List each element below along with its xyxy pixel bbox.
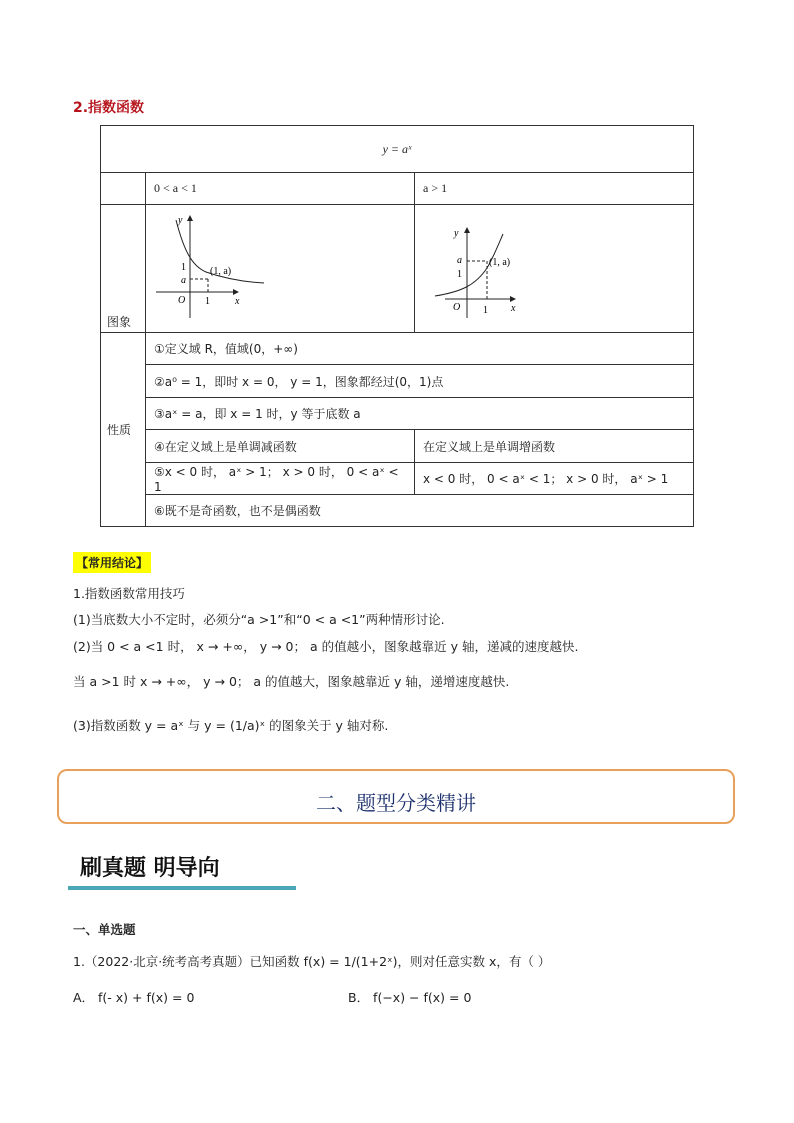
section-banner (57, 769, 735, 824)
property-6: ⑥既不是奇函数，也不是偶函数 (146, 495, 694, 527)
graph2-tick-1y: 1 (457, 269, 462, 280)
graph2-tick-a: a (457, 255, 462, 266)
graph2-x-label: x (511, 303, 516, 314)
banner-title: 二、题型分类精讲 (316, 791, 476, 815)
graph2-tick-1x: 1 (483, 305, 488, 316)
question-section-title: 一、单选题 (73, 922, 136, 937)
note-3: 当 a >1 时 x → +∞， y → 0； a 的值越大，图象越靠近 y 轴，递增速度越快. (73, 674, 510, 689)
option-a: A． f(- x) + f(x) = 0 (73, 990, 195, 1005)
graph1-tick-1y: 1 (181, 262, 186, 273)
graph1-point: (1, a) (210, 266, 232, 277)
sub-heading-underline (68, 886, 296, 890)
graph2-y-label: y (454, 228, 459, 239)
property-1: ①定义域 R，值域(0，+∞) (146, 333, 694, 365)
exponential-function-table (100, 125, 694, 527)
props-row-label: 性质 (101, 333, 146, 527)
graph-row-label: 图象 (101, 205, 146, 333)
property-3: ③aˣ = a，即 x = 1 时，y 等于底数 a (146, 398, 694, 430)
graph-decreasing (146, 205, 415, 333)
property-5b: x < 0 时， 0 < aˣ < 1； x > 0 时， aˣ > 1 (415, 463, 694, 495)
conclusion-tag: 【常用结论】 (73, 552, 151, 573)
graph1-x-label: x (235, 296, 240, 307)
note-heading: 1.指数函数常用技巧 (73, 586, 185, 601)
property-4b: 在定义域上是单调增函数 (415, 430, 694, 463)
graph1-y-label: y (178, 215, 183, 226)
property-4a: ④在定义域上是单调减函数 (146, 430, 415, 463)
sub-heading: 刷真题 明导向 (80, 856, 220, 881)
note-2: (2)当 0 < a <1 时， x → +∞， y → 0； a 的值越小，图象越靠近 y 轴，递减的速度越快. (73, 639, 579, 654)
graph1-tick-a: a (181, 275, 186, 286)
option-b: B． f(−x) − f(x) = 0 (348, 990, 472, 1005)
graph1-origin: O (178, 295, 186, 306)
graph1-tick-1x: 1 (205, 296, 210, 307)
col-a-gt-1: a > 1 (415, 173, 694, 205)
section-title: 2.指数函数 (73, 100, 145, 116)
note-4: (3)指数函数 y = aˣ 与 y = (1/a)ˣ 的图象关于 y 轴对称. (73, 718, 389, 733)
decreasing-graph-svg (146, 206, 406, 331)
graph2-origin: O (453, 302, 461, 313)
question-1: 1.（2022·北京·统考高考真题）已知函数 f(x) = 1/(1+2ˣ)，则对任意实数 x，有（ ） (73, 954, 551, 969)
note-1: (1)当底数大小不定时，必须分“a >1”和“0 < a <1”两种情形讨论. (73, 612, 445, 627)
graph2-point: (1, a) (489, 257, 511, 268)
col-0-a-1: 0 < a < 1 (146, 173, 415, 205)
property-2: ②a⁰ = 1，即时 x = 0， y = 1，图象都经过(0，1)点 (146, 365, 694, 398)
graph-increasing (415, 205, 694, 333)
increasing-graph-svg (415, 206, 685, 331)
property-5a: ⑤x < 0 时， aˣ > 1； x > 0 时， 0 < aˣ < 1 (146, 463, 415, 495)
table-header: y = aˣ (101, 126, 694, 173)
